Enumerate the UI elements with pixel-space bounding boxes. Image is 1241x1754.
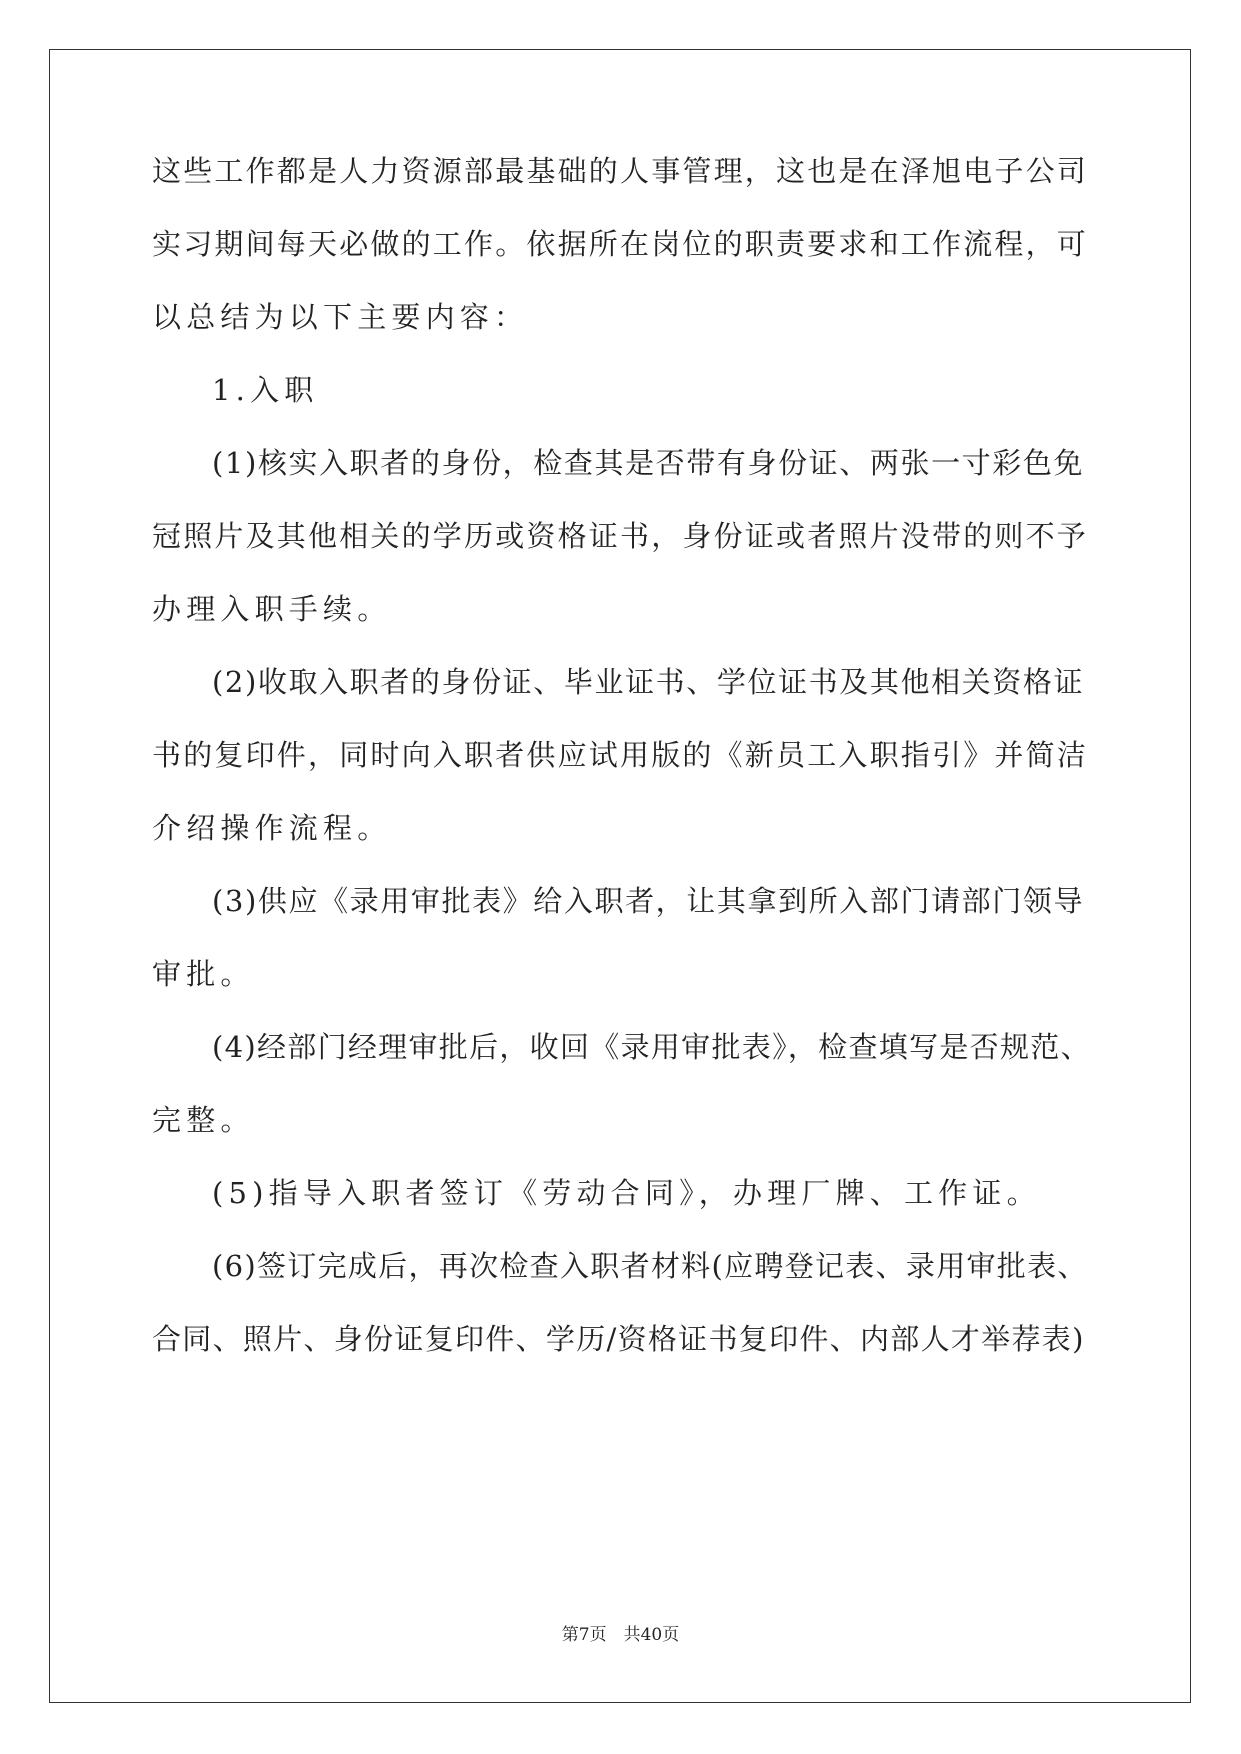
- text-line: 书的复印件，同时向入职者供应试用版的《新员工入职指引》并简洁: [152, 738, 1089, 772]
- text-line: (3)供应《录用审批表》给入职者，让其拿到所入部门请部门领导: [212, 884, 1085, 918]
- text-line: 实习期间每天必做的工作。依据所在岗位的职责要求和工作流程，可: [152, 227, 1089, 261]
- text-line: 审批。: [152, 957, 255, 991]
- text-line: 完整。: [152, 1103, 255, 1137]
- section-heading: 1.入职: [212, 373, 319, 407]
- text-line: 合同、照片、身份证复印件、学历/资格证书复印件、内部人才举荐表): [152, 1322, 1085, 1356]
- text-line: 冠照片及其他相关的学历或资格证书，身份证或者照片没带的则不予: [152, 519, 1089, 553]
- text-line: (1)核实入职者的身份，检查其是否带有身份证、两张一寸彩色免: [212, 446, 1085, 480]
- text-line: 介绍操作流程。: [152, 811, 392, 845]
- text-line: (2)收取入职者的身份证、毕业证书、学位证书及其他相关资格证: [212, 665, 1085, 699]
- page-number-footer: 第7页 共40页: [561, 1625, 680, 1645]
- page-border: [49, 49, 1191, 1703]
- text-line: 办理入职手续。: [152, 592, 392, 626]
- text-line: 这些工作都是人力资源部最基础的人事管理，这也是在泽旭电子公司: [152, 154, 1089, 188]
- text-line: (4)经部门经理审批后，收回《录用审批表》，检查填写是否规范、: [212, 1030, 1091, 1064]
- text-line: (5)指导入职者签订《劳动合同》，办理厂牌、工作证。: [212, 1176, 1041, 1210]
- text-line: 以总结为以下主要内容：: [152, 300, 529, 334]
- text-line: (6)签订完成后，再次检查入职者材料(应聘登记表、录用审批表、: [212, 1249, 1088, 1283]
